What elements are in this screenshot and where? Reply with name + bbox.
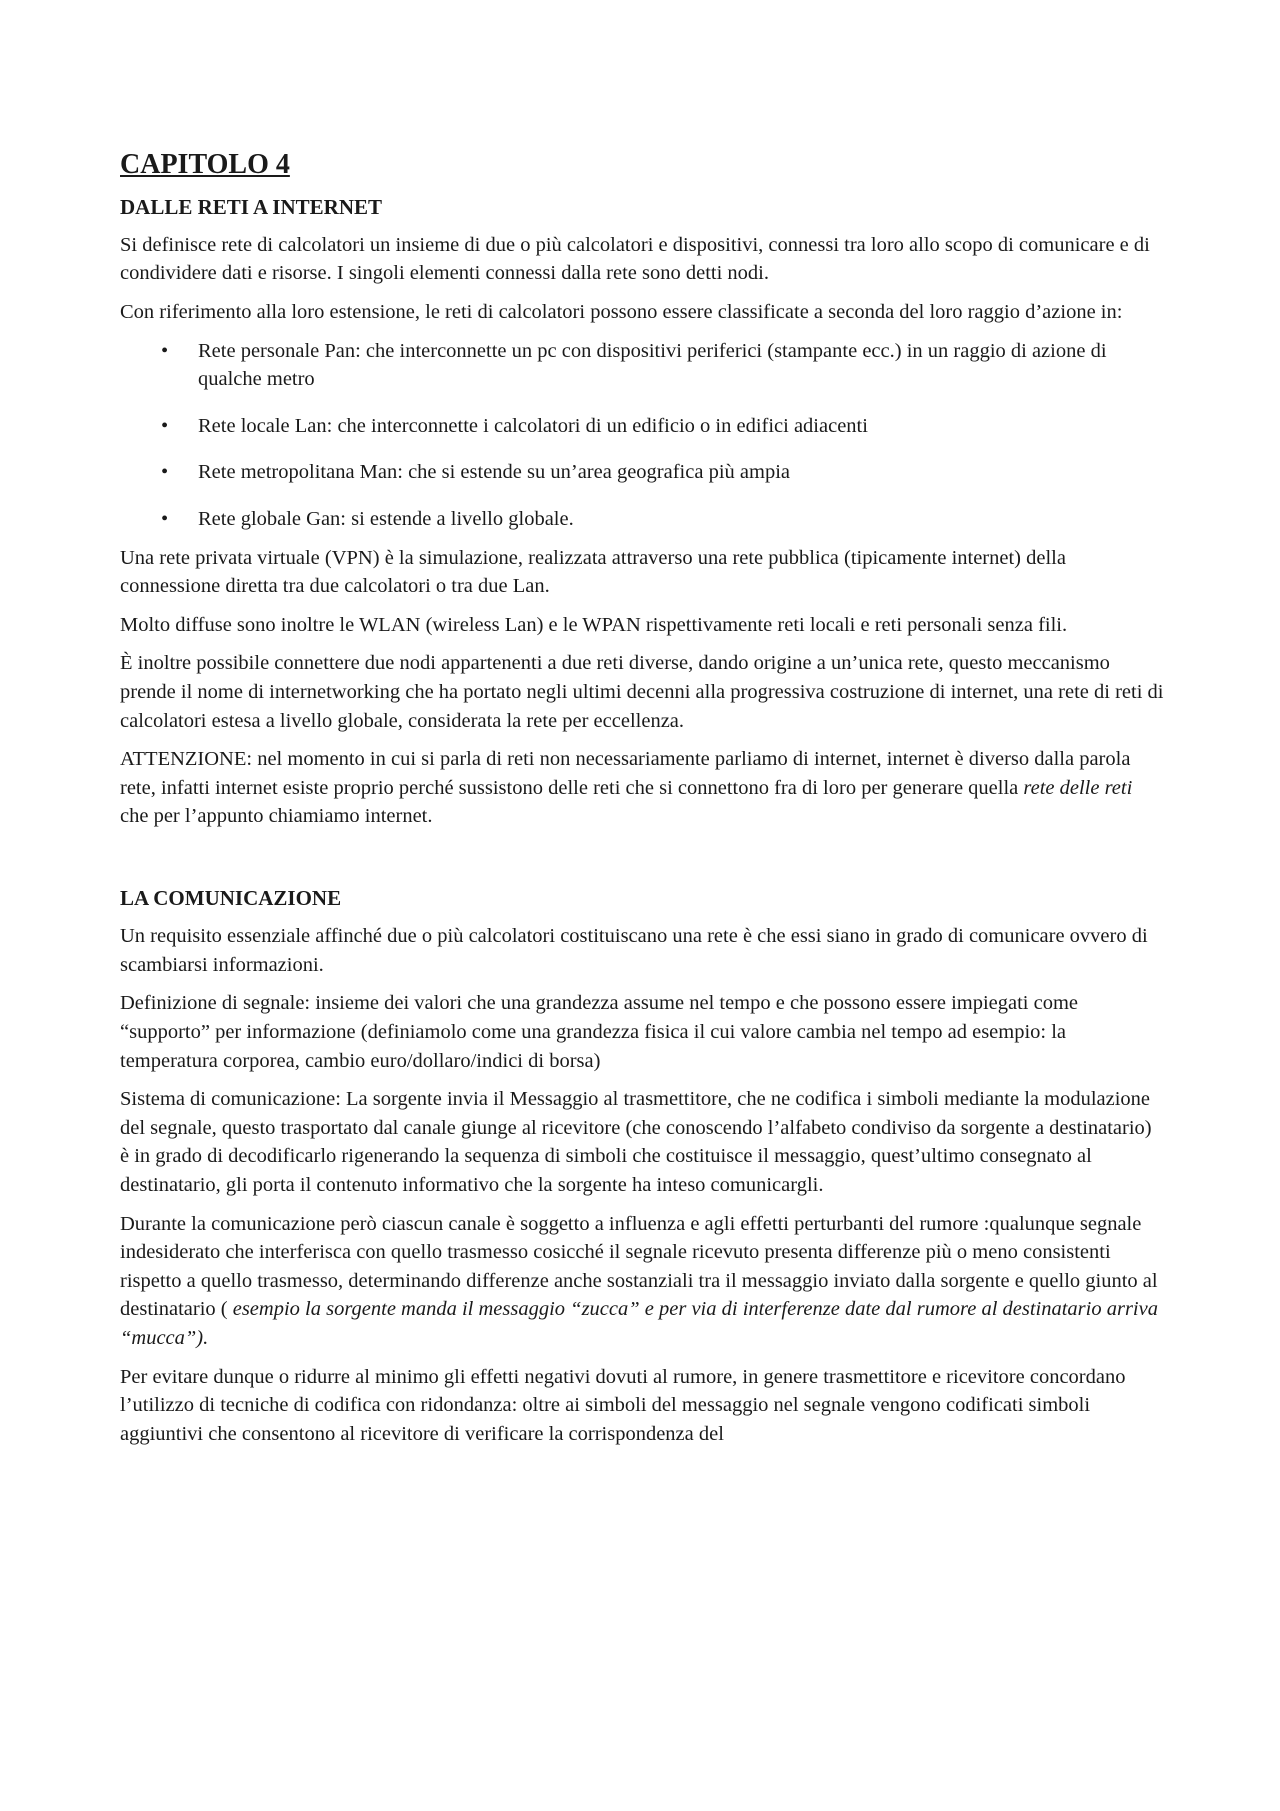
paragraph-text: ATTENZIONE: nel momento in cui si parla di reti non necessariamente parliamo di internet, internet è diverso dalla parola rete, infatti internet esiste proprio perché sussistono delle reti che si connettono fra di loro per generare quella <box>120 748 1131 799</box>
paragraph: Sistema di comunicazione: La sorgente invia il Messaggio al trasmettitore, che ne codifica i simboli mediante la modulazione del segnale, questo trasportato dal canale giunge al ricevitore (che conoscendo l’alfabeto condiviso da sorgente a destinatario) è in grado di decodificarlo rigenerando la sequenza di simboli che costituisce il messaggio, quest’ultimo consegnato al destinatario, gli porta il contenuto informativo che la sorgente ha inteso comunicargli. <box>120 1088 1152 1197</box>
list-item-text: Rete metropolitana Man: che si estende su un’area geografica più ampia <box>198 461 790 484</box>
bullet-icon: • <box>161 339 169 362</box>
paragraph: Definizione di segnale: insieme dei valori che una grandezza assume nel tempo e che possono essere impiegati come “supporto” per informazione (definiamolo come una grandezza fisica il cui valore cambia nel tempo ad esempio: la temperatura corporea, cambio euro/dollaro/indici di borsa) <box>120 992 1079 1072</box>
list-item-text: Rete personale Pan: che interconnette un pc con dispositivi periferici (stampante ecc.) in un raggio di azione di qualche metro <box>198 339 1107 391</box>
italic-example: esempio la sorgente manda il messaggio “zucca” e per via di interferenze date dal rumore al destinatario arriva “mucca”). <box>120 1298 1158 1349</box>
bullet-icon: • <box>161 508 169 531</box>
list-item <box>120 458 1165 487</box>
paragraph: È inoltre possibile connettere due nodi appartenenti a due reti diverse, dando origine a un’unica rete, questo meccanismo prende il nome di internetworking che ha portato negli ultimi decenni alla progressiva costruzione di internet, una rete di reti di calcolatori estesa a livello globale, considerata la rete per eccellenza. <box>120 652 1164 732</box>
paragraph: Un requisito essenziale affinché due o più calcolatori costituiscano una rete è che essi siano in grado di comunicare ovvero di scambiarsi informazioni. <box>120 925 1148 976</box>
paragraph-text: che per l’appunto chiamiamo internet. <box>120 805 433 828</box>
paragraph: Una rete privata virtuale (VPN) è la simulazione, realizzata attraverso una rete pubblica (tipicamente internet) della connessione diretta tra due calcolatori o tra due Lan. <box>120 546 1066 598</box>
paragraph-text: Durante la comunicazione però ciascun canale è soggetto a influenza e agli effetti perturbanti del rumore :qualunque segnale indesiderato che interferisca con quello trasmesso cosicché il segnale ricevuto presenta differenze più o meno consistenti rispetto a quello trasmesso, determinando differenze anche sostanziali tra il messaggio inviato dalla sorgente e quello giunto al destinatario ( <box>120 1212 1158 1321</box>
paragraph: Molto diffuse sono inoltre le WLAN (wireless Lan) e le WPAN rispettivamente reti locali e reti personali senza fili. <box>120 613 1068 636</box>
paragraph: Per evitare dunque o ridurre al minimo gli effetti negativi dovuti al rumore, in genere trasmettitore e ricevitore concordano l’utilizzo di tecniche di codifica con ridondanza: oltre ai simboli del messaggio nel segnale vengono codificati simboli aggiuntivi che consentono al ricevitore di verificare la corrispondenza del <box>120 1365 1126 1445</box>
network-types-list <box>120 337 1165 534</box>
paragraph: Con riferimento alla loro estensione, le reti di calcolatori possono essere classificate a seconda del loro raggio d’azione in: <box>120 301 1123 324</box>
bullet-icon: • <box>161 414 169 437</box>
list-item-text: Rete locale Lan: che interconnette i calcolatori di un edificio o in edifici adiacenti <box>198 414 868 437</box>
chapter-title: CAPITOLO 4 <box>120 149 290 180</box>
list-item-text: Rete globale Gan: si estende a livello globale. <box>198 508 574 531</box>
list-item <box>120 412 1165 441</box>
list-item <box>120 505 1165 534</box>
document-page <box>120 148 1165 1458</box>
italic-phrase: rete delle reti <box>1023 776 1133 799</box>
section-spacer <box>120 841 1165 885</box>
section-heading-reti: DALLE RETI A INTERNET <box>120 194 382 219</box>
bullet-icon: • <box>161 461 169 484</box>
paragraph: Si definisce rete di calcolatori un insieme di due o più calcolatori e dispositivi, connessi tra loro allo scopo di comunicare e di condividere dati e risorse. I singoli elementi connessi dalla rete sono detti nodi. <box>120 233 1150 285</box>
paragraph-rumore <box>120 1210 1165 1353</box>
list-item <box>120 337 1165 394</box>
section-heading-comunicazione: LA COMUNICAZIONE <box>120 885 342 910</box>
paragraph-attenzione <box>120 745 1165 831</box>
